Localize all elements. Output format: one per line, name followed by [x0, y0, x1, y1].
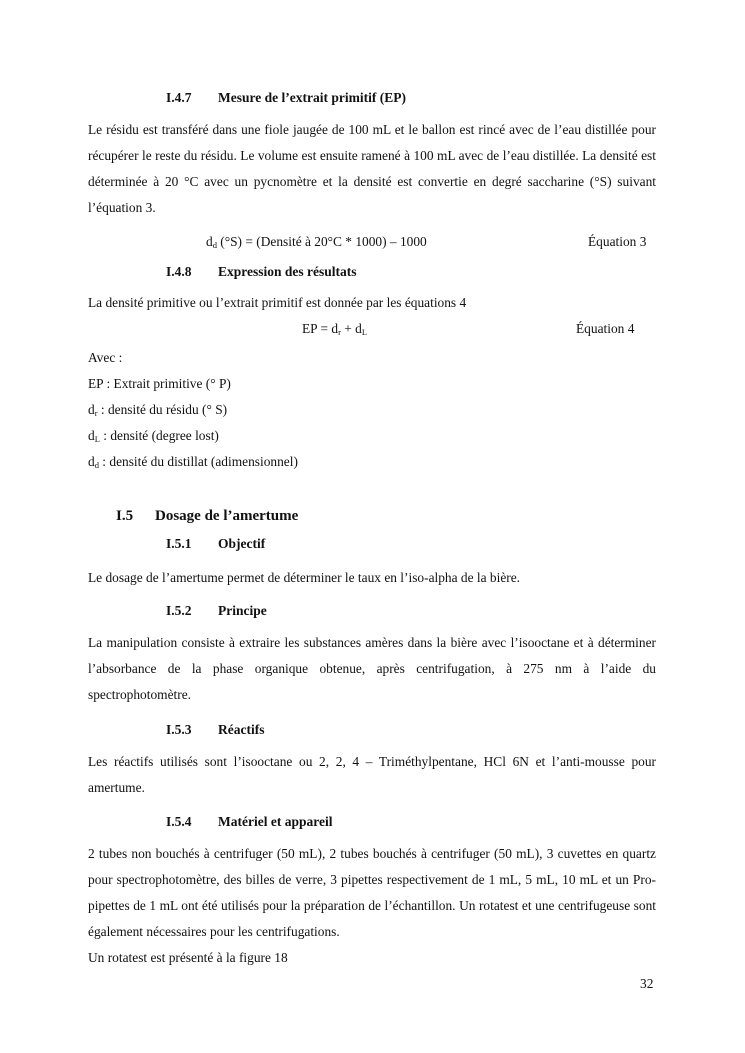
section-number: I.5.2: [166, 603, 192, 618]
equation-4-label: Équation 4: [576, 321, 635, 336]
section-number: I.5.1: [166, 536, 192, 551]
definition-symbol: EP: [88, 376, 104, 391]
definition-text: : densité (degree lost): [99, 428, 219, 443]
definition-text: : densité du résidu (° S): [97, 402, 228, 417]
definition-dr: [88, 402, 227, 418]
section-heading-i-5-1: [166, 536, 265, 552]
section-title: Réactifs: [218, 722, 265, 737]
paragraph-figure-reference: Un rotatest est présenté à la figure 18: [88, 950, 288, 965]
definition-text: : Extrait primitive (° P): [103, 376, 231, 391]
definition-subscript: r: [94, 408, 98, 418]
equation-3-label: Équation 3: [588, 234, 647, 249]
paragraph-expression: La densité primitive ou l’extrait primitif est donnée par les équations 4: [88, 295, 467, 310]
section-title: Principe: [218, 603, 267, 618]
paragraph-reactifs: Les réactifs utilisés sont l’isooctane ou 2, 2, 4 – Triméthylpentane, HCl 6N et l’anti-mousse pour amertume.: [88, 754, 656, 795]
page-number: 32: [640, 976, 654, 991]
equation-3: [206, 234, 427, 250]
equation-symbol: d: [206, 234, 213, 249]
definition-subscript: L: [94, 434, 100, 444]
avec-label: Avec :: [88, 350, 123, 365]
paragraph-materiel: 2 tubes non bouchés à centrifuger (50 mL), 2 tubes bouchés à centrifuger (50 mL), 3 cuvettes en quartz pour spectrophotomètre, des billes de verre, 3 pipettes respectivement de 1 mL, 5 mL, 10 mL et un Pro-pipettes de 1 mL ont été utilisés pour la préparation de l’échantillon. Un rotatest et une centrifugeuse sont également nécessaires pour les centrifugations.: [88, 846, 656, 939]
definition-symbol: d: [88, 402, 95, 417]
equation-mid: + d: [340, 321, 362, 336]
section-heading-i-5-2: [166, 603, 267, 619]
equation-subscript-l: L: [361, 327, 368, 337]
equation-4: [302, 321, 367, 337]
definition-subscript: d: [94, 460, 99, 470]
definition-dd: [88, 454, 298, 470]
section-number: I.5.4: [166, 814, 192, 829]
definition-dl: [88, 428, 219, 444]
equation-subscript: d: [212, 240, 217, 250]
section-number: I.5.3: [166, 722, 192, 737]
section-heading-i-5: [116, 508, 298, 525]
section-title: Expression des résultats: [218, 264, 357, 279]
section-heading-i-4-8: [166, 264, 357, 280]
paragraph-mesure-ep: Le résidu est transféré dans une fiole jaugée de 100 mL et le ballon est rincé avec de l’eau distillée pour récupérer le reste du résidu. Le volume est ensuite ramené à 100 mL avec de l’eau distillée. La densité est déterminée à 20 °C avec un pycnomètre et la densité est convertie en degré saccharine (°S) suivant l’équation 3.: [88, 122, 656, 215]
definition-ep: [88, 376, 231, 392]
section-title: Objectif: [218, 536, 266, 551]
section-number: I.4.7: [166, 90, 192, 105]
section-title: Mesure de l’extrait primitif (EP): [218, 90, 406, 105]
section-number: I.4.8: [166, 264, 192, 279]
equation-lhs: EP = d: [302, 321, 339, 336]
section-title: Matériel et appareil: [218, 814, 333, 829]
section-heading-i-4-7: [166, 90, 406, 106]
paragraph-principe: La manipulation consiste à extraire les substances amères dans la bière avec l’isooctane et à déterminer l’absorbance de la phase organique obtenue, après centrifugation, à 275 nm à l’aide du spectrophotomètre.: [88, 635, 656, 702]
section-heading-i-5-3: [166, 722, 264, 738]
section-heading-i-5-4: [166, 814, 332, 830]
definition-symbol: d: [88, 454, 95, 469]
definition-symbol: d: [88, 428, 95, 443]
equation-subscript-r: r: [338, 327, 341, 337]
equation-body: (°S) = (Densité à 20°C * 1000) – 1000: [216, 234, 427, 249]
section-number: I.5: [116, 508, 134, 524]
definition-text: : densité du distillat (adimensionnel): [98, 454, 298, 469]
section-title: Dosage de l’amertume: [155, 508, 299, 524]
paragraph-objectif: Le dosage de l’amertume permet de déterminer le taux en l’iso-alpha de la bière.: [88, 570, 521, 585]
